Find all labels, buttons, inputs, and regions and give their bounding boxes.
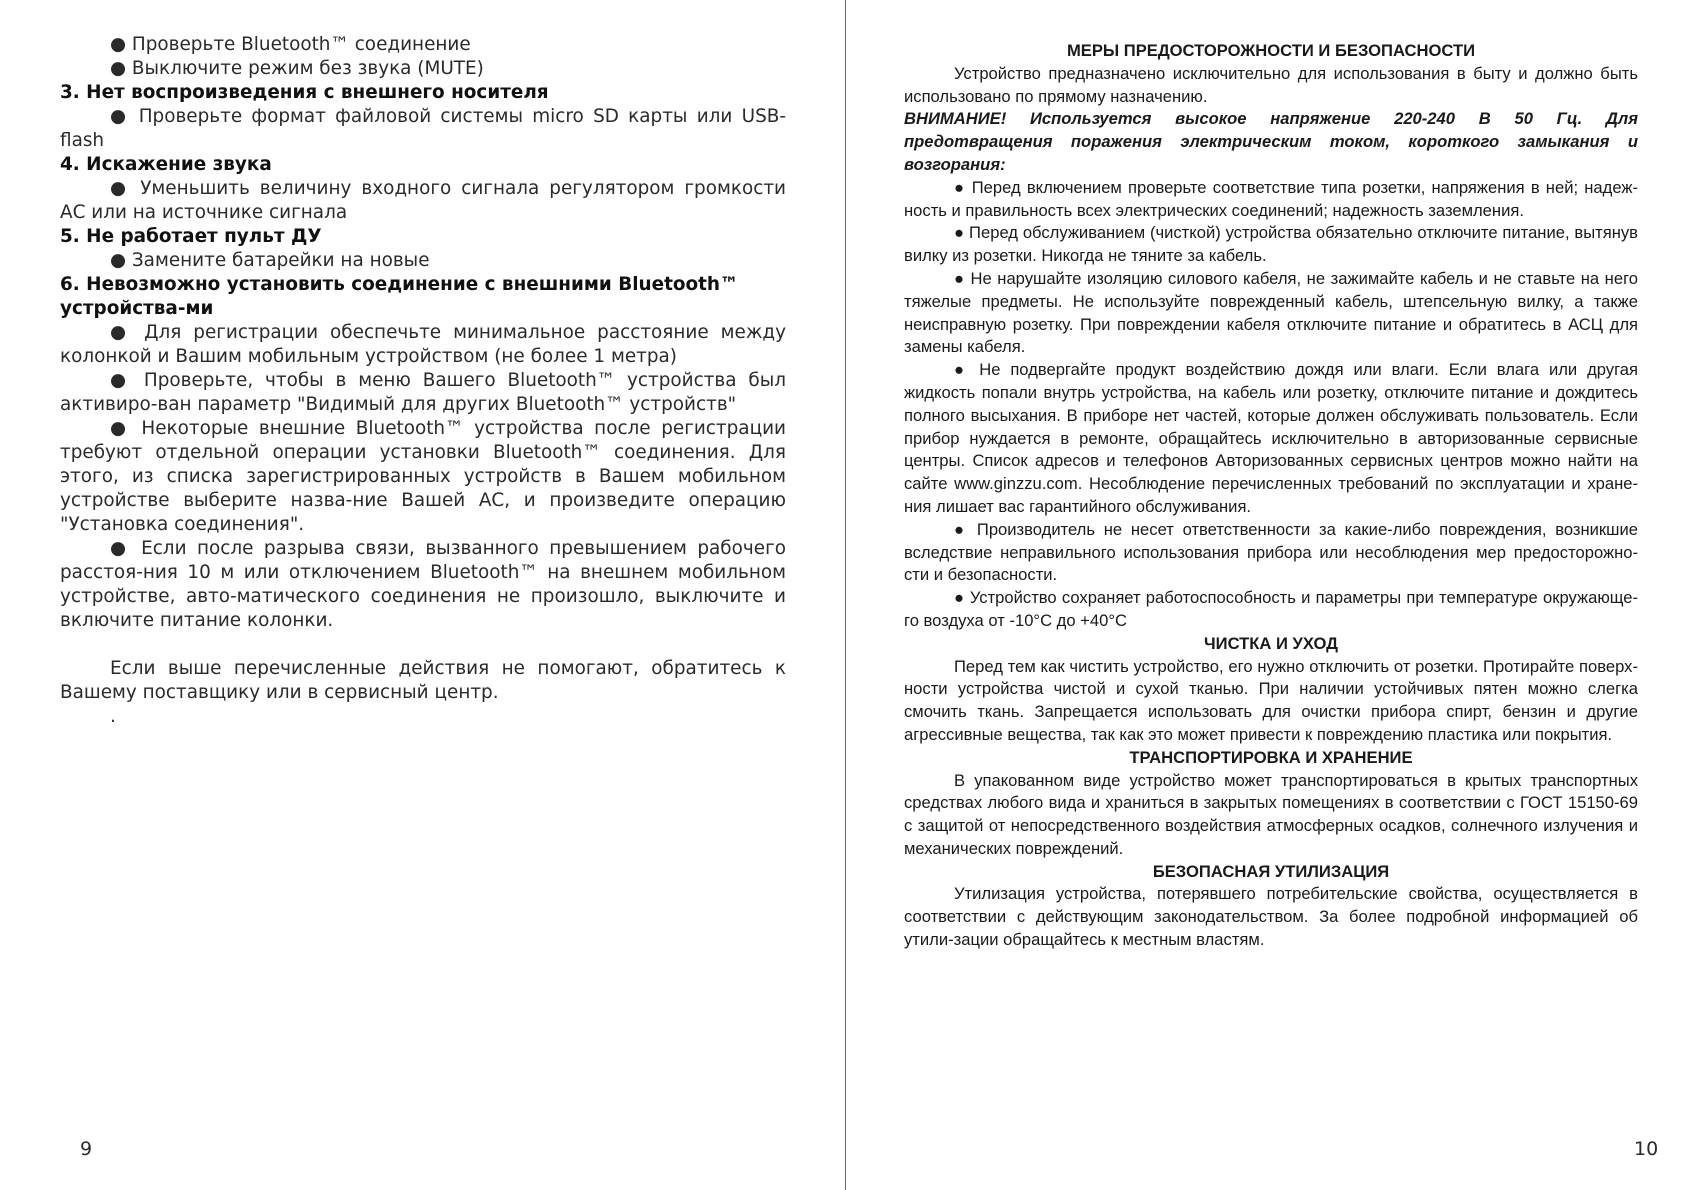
paragraph: В упакованном виде устройство может транспортироваться в крытых транспортных средствах любого вида и храниться в закрытых помещениях в соответствии с ГОСТ 15150-69 с защитой от непосредственного воздействия атмосферных осадков, солнечного излучения и механических повреждений. <box>904 770 1638 858</box>
section-title: ТРАНСПОРТИРОВКА И ХРАНЕНИЕ <box>1129 747 1413 767</box>
section-title: БЕЗОПАСНАЯ УТИЛИЗАЦИЯ <box>1152 861 1390 881</box>
section-heading: 4. Искажение звука <box>60 154 272 175</box>
paragraph: Устройство предназначено исключительно для использования в быту и должно быть использовано по прямому назначению. <box>904 63 1638 106</box>
paragraph-spacer <box>60 633 786 657</box>
section-heading: 5. Не работает пульт ДУ <box>60 226 322 247</box>
warning-text: ВНИМАНИЕ! Используется высокое напряжение 220-240 В 50 Гц. Для предотвращения поражения электрическим током, короткого замыкания и возгорания: <box>904 109 1638 174</box>
page-number-right: 10 <box>1634 1138 1659 1160</box>
section-heading: 3. Нет воспроизведения с внешнего носителя <box>60 82 549 103</box>
troubleshoot-bullet: ● Проверьте формат файловой системы micro SD карты или USB-flash <box>60 106 786 151</box>
safety-bullet: ● Не нарушайте изоляцию силового кабеля, не зажимайте кабель и не ставьте на него тяжелые предметы. Не используйте поврежденный кабель, штепсельную вилку, а также неисправную розетку. При повреждении кабеля отключите питание и обратитесь в АСЦ для замены кабеля. <box>904 268 1638 357</box>
paragraph: Перед тем как чистить устройство, его нужно отключить от розетки. Протирайте поверх-ности устройства чистой и сухой тканью. При наличии устойчивых пятен можно слегка смочить ткань. Запрещается использовать для очистки прибора спирт, бензин и другие агрессивные вещества, так как это может привести к повреждению пластика или покрытия. <box>904 656 1638 744</box>
safety-bullet: ● Не подвергайте продукт воздействию дождя или влаги. Если влага или другая жидкость попали внутрь устройства, на кабель или розетку, отключите питание и дождитесь полного высыхания. В приборе нет частей, которые должен обслуживать пользователь. Если прибор нуждается в ремонте, обращайтесь исключительно в авторизованные сервисные центры. Список адресов и телефонов Авторизованных сервисных центров можно найти на сайте www.ginzzu.com. Несоблюдение перечисленных требований по эксплуатации и хране-ния лишает вас гарантийного обслуживания. <box>904 360 1638 516</box>
safety-bullet: ● Производитель не несет ответственности за какие-либо повреждения, возникшие вследствие неправильного использования прибора или несоблюдения мер предосторожно-сти и безопасности. <box>904 519 1638 585</box>
troubleshoot-bullet: ● Некоторые внешние Bluetooth™ устройства после регистрации требуют отдельной операции установки Bluetooth™ соединения. Для этого, из списка зарегистрированных устройств в Вашем мобильном устройстве выберите назва-ние Вашей АС, и произведите операцию "Установка соединения". <box>60 418 786 535</box>
right-page <box>904 40 1638 952</box>
safety-bullet: ● Устройство сохраняет работоспособность и параметры при температуре окружающе-го воздуха от -10°C до +40°C <box>904 588 1638 630</box>
paragraph: Утилизация устройства, потерявшего потребительские свойства, осуществляется в соответствии с действующим законодательством. За более подробной информацией об утили-зации обращайтесь к местным властям. <box>904 884 1638 950</box>
contact-note: Если выше перечисленные действия не помогают, обратитесь к Вашему поставщику или в сервисный центр. <box>60 658 786 703</box>
safety-bullet: ● Перед включением проверьте соответствие типа розетки, напряжения в ней; надеж-ность и правильность всех электрических соединений; надежность заземления. <box>904 177 1638 220</box>
section-heading: 6. Невозможно установить соединение с внешними Bluetooth™ устройства-ми <box>60 274 739 319</box>
troubleshoot-bullet: ● Выключите режим без звука (MUTE) <box>110 58 484 79</box>
stray-dot: . <box>110 706 116 727</box>
troubleshoot-bullet: ● Проверьте, чтобы в меню Вашего Bluetooth™ устройства был активиро-ван параметр "Видимый для других Bluetooth™ устройств" <box>60 370 786 415</box>
page-divider <box>845 0 846 1190</box>
troubleshoot-bullet: ● Уменьшить величину входного сигнала регулятором громкости АС или на источнике сигнала <box>60 178 786 223</box>
troubleshoot-bullet: ● Проверьте Bluetooth™ соединение <box>110 34 471 55</box>
troubleshoot-bullet: ● Если после разрыва связи, вызванного превышением рабочего расстоя-ния 10 м или отключением Bluetooth™ на внешнем мобильном устройстве, авто-матического соединения не произошло, выключите и включите питание колонки. <box>60 538 786 631</box>
left-page <box>60 33 786 729</box>
troubleshoot-bullet: ● Для регистрации обеспечьте минимальное расстояние между колонкой и Вашим мобильным устройством (не более 1 метра) <box>60 322 786 367</box>
safety-bullet: ● Перед обслуживанием (чисткой) устройства обязательно отключите питание, вытянув вилку из розетки. Никогда не тяните за кабель. <box>904 223 1638 266</box>
troubleshoot-bullet: ● Замените батарейки на новые <box>110 250 430 271</box>
section-title: ЧИСТКА И УХОД <box>1203 633 1339 653</box>
page-number-left: 9 <box>80 1138 93 1160</box>
section-title: МЕРЫ ПРЕДОСТОРОЖНОСТИ И БЕЗОПАСНОСТИ <box>1066 41 1476 60</box>
